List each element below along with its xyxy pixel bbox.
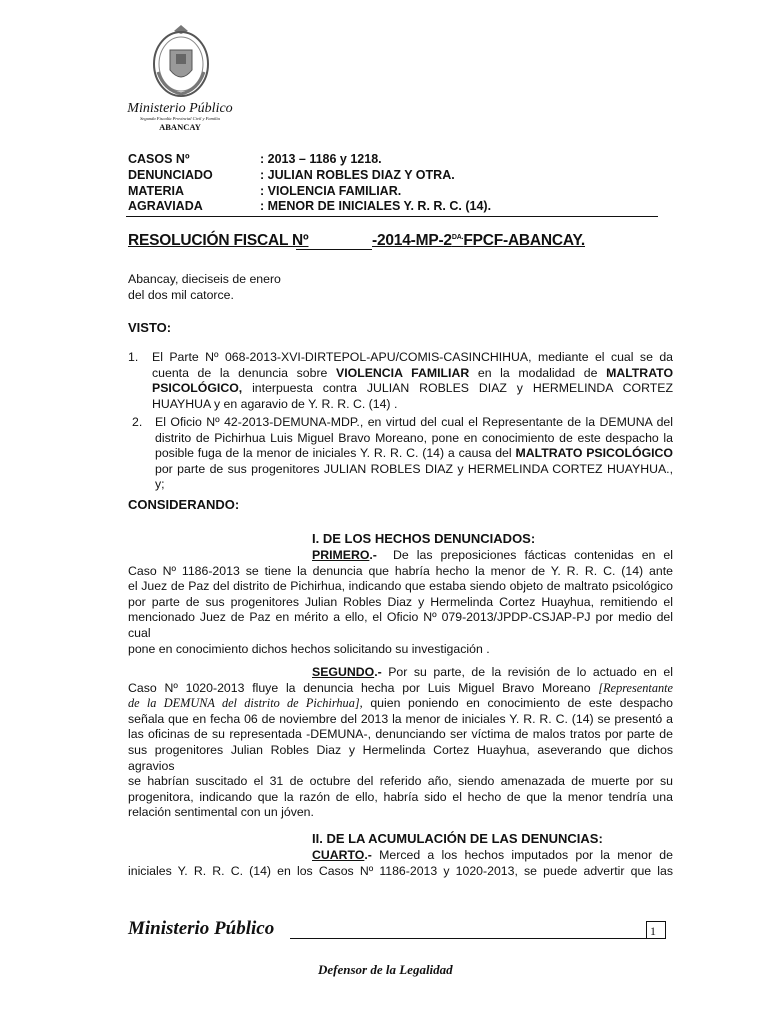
header-divider [126,216,658,217]
visto-item1: El Parte Nº 068-2013-XVI-DIRTEPOL-APU/COMIS-CASINCHIHUA, mediante el cual se da cuenta de la denuncia sobre VIOLENCIA FAMILIAR en la modalidad de MALTRATO PSICOLÓGICO, interpuesta contra JULIAN ROBLES DIAZ y HERMELINDA CORTEZ HUAYHUA y en agaravio de Y. R. R. C. (14) . [152,350,674,411]
case-label-casos: CASOS Nº [128,152,190,166]
coat-of-arms-seal [148,22,214,100]
resolution-number: $-2014-MP-2^{DA.}FPCF$-ABANCAY. [372,232,586,249]
case-label-denunciado: DENUNCIADO [128,168,213,182]
page-number: 1 [646,921,666,939]
case-value-materia: : VIOLENCIA FAMILIAR. [260,184,402,198]
case-value-agraviada: : MENOR DE INICIALES Y. R. R. C. (14). [260,199,492,213]
cuarto-paragraph: CUARTO.- Merced a los hechos imputados por la menor de iniciales Y. R. R. C. (14) en los Casos Nº 1186-2013 y 1020-2013, se puede advertir que las [128,848,673,878]
case-label-agraviada: AGRAVIADA [128,199,203,213]
primero-label: PRIMERO [312,548,370,562]
visto-item2: El Oficio Nº 42-2013-DEMUNA-MDP., en virtud del cual el Representante de la DEMUNA del distrito de Pichirhua Luis Miguel Bravo Moreano, pone en conocimiento de este despacho la posible fuga de la menor de iniciales Y. R. R. C. (14) a causa del MALTRATO PSICOLÓGICO por parte de sus progenitores JULIAN ROBLES DIAZ y HERMELINDA CORTEZ HUAYHUA., y; [155,415,673,492]
place-date-line1: Abancay, dieciseis de enero [128,272,281,286]
section2-heading: II. DE LA ACUMULACIÓN DE LAS DENUNCIAS: [312,831,603,846]
logo-title: Ministerio Público [127,101,233,116]
resolution-label: RESOLUCIÓN FISCAL Nº [128,232,309,249]
footer-title: Ministerio Público [128,918,275,939]
segundo-paragraph: SEGUNDO.- Por su parte, de la revisión de lo actuado en el Caso Nº 1020-2013 fluye la denuncia hecha por Luis Miguel Bravo Moreano [Representante de la DEMUNA del distrito de Pichirhua], quien poniendo en conocimiento de este despacho señala que en fecha 06 de noviembre del 2013 la menor de iniciales Y. R. R. C. (14) se presentó a las oficinas de su representada -DEMUNA-, denunciando ser víctima de malos tratos por parte de sus progenitores Julian Robles Diaz y Hermelinda Cortez Huayhua, aseverando que dichos agravios se habrían suscitado el 31 de octubre del referido año, siendo amenazada de muerte por su progenitora, indicando que la razón de ello, habría sido el hecho de que la menor tendría una relación sentimental con un jóven. [128,665,674,820]
primero-paragraph: PRIMERO.- De las preposiciones fácticas contenidas en el Caso Nº 1186-2013 se tiene la denuncia que habría hecho la menor de Y. R. R. C. (14) ante el Juez de Paz del distrito de Pichirhua, indicando que estaba siendo objeto de maltrato psicológico por parte de sus progenitores Julian Robles Diaz y Hermelinda Cortez Huayhua, remitiendo el mencionado Juez de Paz en mérito a ello, el Oficio Nº 079-2013/JPDP-CSJAP-PJ por medio del cual pone en conocimiento dichos hechos solicitando su investigación . [128,548,673,656]
logo-city: ABANCAY [159,122,201,132]
visto-heading: VISTO: [128,320,172,335]
case-value-denunciado: : JULIAN ROBLES DIAZ Y OTRA. [260,168,455,182]
place-date-line2: del dos mil catorce. [128,288,234,302]
resolution-sup: DA. [451,233,464,241]
section1-heading: I. DE LOS HECHOS DENUNCIADOS: [312,531,536,546]
segundo-label: SEGUNDO [312,665,375,679]
considerando-heading: CONSIDERANDO: [128,497,240,512]
logo-subtitle: Segunda Fiscalía Provincial Civil y Familia [140,116,220,121]
footer-subtitle: Defensor de la Legalidad [318,962,453,977]
case-value-casos: : 2013 – 1186 y 1218. [260,152,382,166]
visto-item1-number: 1. [128,350,139,364]
case-label-materia: MATERIA [128,184,185,198]
visto-item2-number: 2. [132,415,143,429]
footer-line [290,938,650,939]
resolution-blank-line [296,249,372,250]
cuarto-label: CUARTO [312,848,365,862]
